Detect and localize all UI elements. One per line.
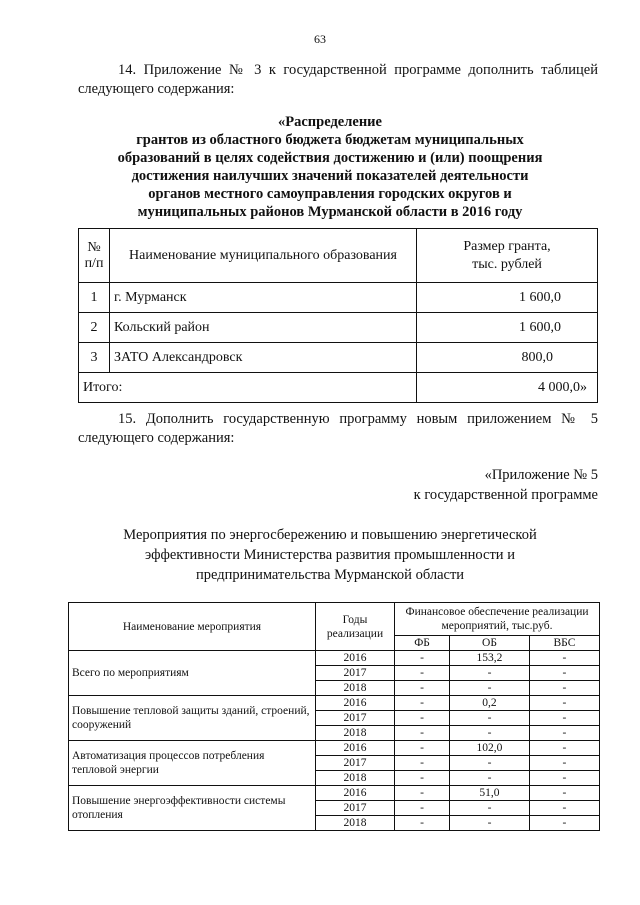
ob-cell: 0,2 [450, 696, 530, 711]
header-amount [417, 229, 598, 283]
table-row [69, 786, 600, 801]
year-cell: 2018 [316, 771, 395, 786]
fb-cell: - [395, 801, 450, 816]
annex-label [300, 465, 598, 505]
ob-cell: - [450, 816, 530, 831]
title2-line: эффективности Министерства развития промышленности и [145, 547, 515, 563]
fb-cell: - [395, 786, 450, 801]
year-cell: 2018 [316, 681, 395, 696]
fb-cell: - [395, 756, 450, 771]
header-finance: Финансовое обеспечение реализации мероприятий, тыс.руб. [395, 603, 600, 636]
year-cell: 2016 [316, 696, 395, 711]
row-num: 1 [79, 283, 110, 313]
fb-cell: - [395, 711, 450, 726]
distribution-title [60, 113, 600, 221]
header-years [316, 603, 395, 651]
row-municipality: Кольский район [110, 313, 417, 343]
annex-line2: к государственной программе [413, 487, 598, 503]
table-row [79, 343, 598, 373]
item-15-paragraph: 15. Дополнить государственную программу новым приложением № 5 следующего содержания: [78, 411, 598, 446]
ob-cell: - [450, 801, 530, 816]
header-years-line2: реализации [326, 627, 384, 640]
row-amount: 800,0 [417, 343, 598, 373]
page-number: 63 [314, 32, 326, 46]
vbs-cell: - [529, 786, 599, 801]
fb-cell: - [395, 681, 450, 696]
ob-cell: - [450, 666, 530, 681]
grants-table-header [79, 229, 598, 283]
title1-line: образований в целях содействия достижению и (или) поощрения [117, 150, 543, 166]
ob-cell: 51,0 [450, 786, 530, 801]
header-amount-line1: Размер гранта, [463, 238, 551, 254]
table-row [79, 313, 598, 343]
header-amount-line2: тыс. рублей [472, 256, 542, 272]
activity-name: Повышение энергоэффективности системы отопления [69, 786, 316, 831]
fb-cell: - [395, 741, 450, 756]
vbs-cell: - [529, 816, 599, 831]
activity-name: Всего по мероприятиям [69, 651, 316, 696]
ob-cell: - [450, 756, 530, 771]
table-row [69, 741, 600, 756]
year-cell: 2017 [316, 756, 395, 771]
vbs-cell: - [529, 681, 599, 696]
activity-name: Повышение тепловой защиты зданий, строений, сооружений [69, 696, 316, 741]
total-row [79, 373, 598, 403]
measures-header-row [69, 603, 600, 636]
title1-line: грантов из областного бюджета бюджетам муниципальных [136, 132, 524, 148]
header-municipality: Наименование муниципального образования [110, 229, 417, 283]
row-num: 3 [79, 343, 110, 373]
fb-cell: - [395, 651, 450, 666]
header-activity: Наименование мероприятия [69, 603, 316, 651]
grants-table [78, 228, 598, 403]
vbs-cell: - [529, 756, 599, 771]
ob-cell: 102,0 [450, 741, 530, 756]
row-num: 2 [79, 313, 110, 343]
year-cell: 2016 [316, 786, 395, 801]
fb-cell: - [395, 666, 450, 681]
title1-line: «Распределение [278, 114, 382, 130]
header-num-line2: п/п [84, 255, 104, 271]
table-row [69, 651, 600, 666]
annex-line1: «Приложение № 5 [484, 467, 598, 483]
ob-cell: - [450, 681, 530, 696]
vbs-cell: - [529, 651, 599, 666]
year-cell: 2016 [316, 651, 395, 666]
row-municipality: ЗАТО Александровск [110, 343, 417, 373]
table-row [69, 696, 600, 711]
header-vbs: ВБС [529, 636, 599, 651]
year-cell: 2017 [316, 711, 395, 726]
measures-table [68, 602, 600, 831]
vbs-cell: - [529, 726, 599, 741]
year-cell: 2018 [316, 726, 395, 741]
year-cell: 2018 [316, 816, 395, 831]
vbs-cell: - [529, 666, 599, 681]
title1-line: муниципальных районов Мурманской области в 2016 году [137, 204, 523, 220]
year-cell: 2017 [316, 666, 395, 681]
vbs-cell: - [529, 711, 599, 726]
total-amount: 4 000,0» [417, 373, 598, 403]
title2-line: Мероприятия по энергосбережению и повышению энергетической [123, 527, 537, 543]
table-row [79, 283, 598, 313]
row-municipality: г. Мурманск [110, 283, 417, 313]
fb-cell: - [395, 771, 450, 786]
header-num-line1: № [87, 239, 101, 255]
measures-title [60, 525, 600, 585]
vbs-cell: - [529, 696, 599, 711]
header-ob: ОБ [450, 636, 530, 651]
fb-cell: - [395, 696, 450, 711]
ob-cell: - [450, 726, 530, 741]
vbs-cell: - [529, 741, 599, 756]
row-amount: 1 600,0 [417, 283, 598, 313]
item-14-paragraph: 14. Приложение № 3 к государственной программе дополнить таблицей следующего содержания: [78, 62, 598, 97]
total-label: Итого: [79, 373, 417, 403]
header-fb: ФБ [395, 636, 450, 651]
header-num [79, 229, 110, 283]
title1-line: достижения наилучших значений показателей деятельности [131, 168, 529, 184]
year-cell: 2016 [316, 741, 395, 756]
ob-cell: - [450, 771, 530, 786]
header-years-line1: Годы [342, 613, 368, 626]
vbs-cell: - [529, 771, 599, 786]
title2-line: предпринимательства Мурманской области [195, 567, 465, 583]
ob-cell: - [450, 711, 530, 726]
vbs-cell: - [529, 801, 599, 816]
year-cell: 2017 [316, 801, 395, 816]
row-amount: 1 600,0 [417, 313, 598, 343]
activity-name: Автоматизация процессов потребления тепловой энергии [69, 741, 316, 786]
fb-cell: - [395, 816, 450, 831]
title1-line: органов местного самоуправления городских округов и [148, 186, 512, 202]
ob-cell: 153,2 [450, 651, 530, 666]
fb-cell: - [395, 726, 450, 741]
